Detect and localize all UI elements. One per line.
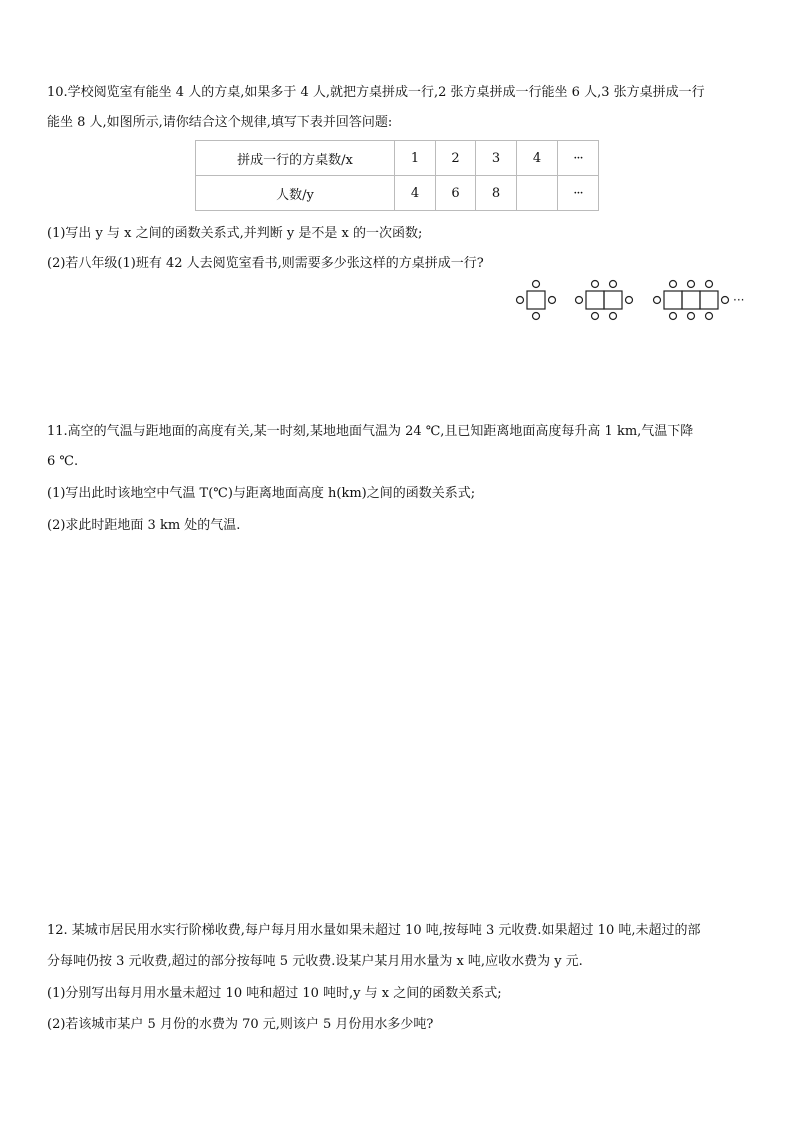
seat-circle [706,281,713,288]
row-y-label: 人数/y [196,176,395,211]
x-value-cell: 3 [476,141,517,176]
seat-circle [517,297,524,304]
x-value-cell: 1 [395,141,436,176]
y-value-cell: 6 [436,176,476,211]
seat-circle [576,297,583,304]
seat-circle [670,281,677,288]
q12-part1: (1)分别写出每月用水量未超过 10 吨和超过 10 吨时,y 与 x 之间的函数关系式; [47,986,502,1001]
square-table [682,291,700,309]
q10-intro-line1: 10.学校阅览室有能坐 4 人的方桌,如果多于 4 人,就把方桌拼成一行,2 张方桌拼成一行能坐 6 人,3 张方桌拼成一行 [47,85,705,100]
q11-line2: 6 ℃. [47,454,79,469]
seat-circle [610,313,617,320]
seat-circle [654,297,661,304]
square-table [664,291,682,309]
seat-circle [722,297,729,304]
x-value-cell: 4 [517,141,558,176]
seat-circle [533,281,540,288]
square-table [586,291,604,309]
y-value-cell: 4 [395,176,436,211]
y-value-cell: ··· [558,176,599,211]
row-x-label: 拼成一行的方桌数/x [196,141,395,176]
seat-circle [670,313,677,320]
figure-ellipsis: ··· [733,293,745,307]
y-value-cell: 8 [476,176,517,211]
seat-circle [549,297,556,304]
x-value-cell: ··· [558,141,599,176]
q12-part2: (2)若该城市某户 5 月份的水费为 70 元,则该户 5 月份用水多少吨? [47,1017,434,1032]
q10-part2: (2)若八年级(1)班有 42 人去阅览室看书,则需要多少张这样的方桌拼成一行? [47,256,484,271]
square-table [700,291,718,309]
seat-circle [688,313,695,320]
x-value-cell: 2 [436,141,476,176]
seat-circle [533,313,540,320]
square-table [527,291,545,309]
q11-part2: (2)求此时距地面 3 km 处的气温. [47,518,241,533]
q12-line2: 分每吨仍按 3 元收费,超过的部分按每吨 5 元收费.设某户某月用水量为 x 吨,应收水费为 y 元. [47,954,583,969]
q11-line1: 11.高空的气温与距地面的高度有关,某一时刻,某地地面气温为 24 ℃,且已知距离地面高度每升高 1 km,气温下降 [47,424,694,439]
q10-part1: (1)写出 y 与 x 之间的函数关系式,并判断 y 是不是 x 的一次函数; [47,226,423,241]
seat-circle [688,281,695,288]
seat-circle [592,313,599,320]
seat-circle [610,281,617,288]
q11-part1: (1)写出此时该地空中气温 T(℃)与距离地面高度 h(km)之间的函数关系式; [47,486,476,501]
q12-line1: 12. 某城市居民用水实行阶梯收费,每户每月用水量如果未超过 10 吨,按每吨 3 元收费.如果超过 10 吨,未超过的部 [47,923,701,938]
seat-circle [626,297,633,304]
seat-circle [706,313,713,320]
q10-intro-line2: 能坐 8 人,如图所示,请你结合这个规律,填写下表并回答问题: [47,115,393,130]
table-seating-figure [0,0,794,340]
square-table [604,291,622,309]
seat-circle [592,281,599,288]
